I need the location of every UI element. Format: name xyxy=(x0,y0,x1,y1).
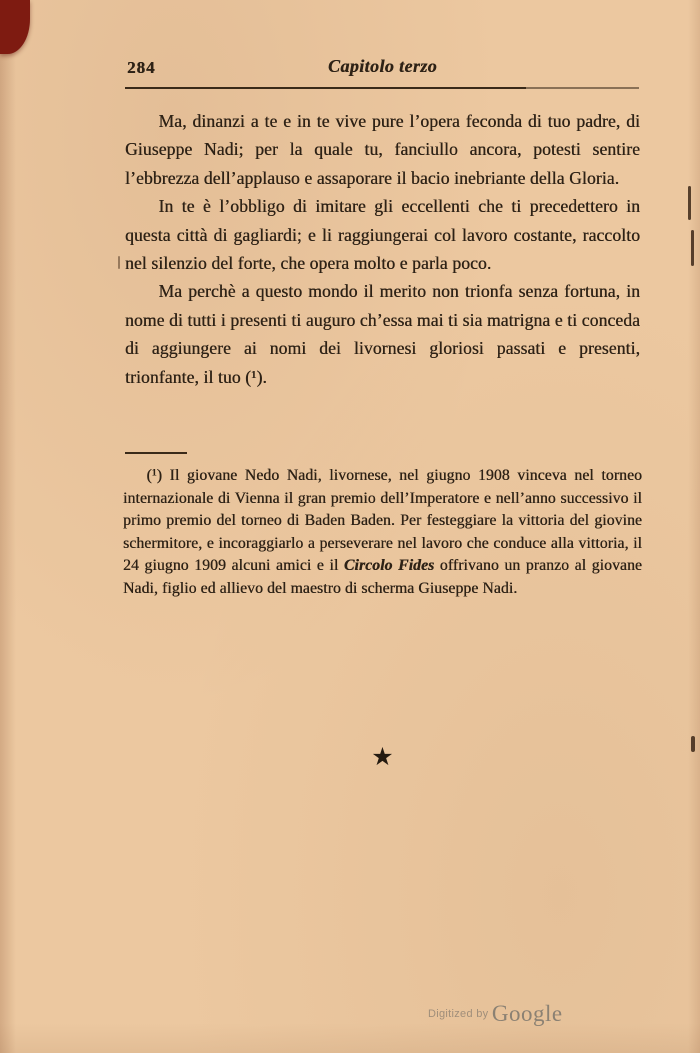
google-watermark xyxy=(428,1001,563,1027)
body-paragraph: Ma, dinanzi a te e in te vive pure l’opera feconda di tuo padre, di Giuseppe Nadi; per la quale tu, fanciullo ancora, potesti sentire l’ebbrezza dell’applauso e assaporare il bacio inebriante della Gloria. xyxy=(125,111,640,188)
footnote-paragraph xyxy=(123,465,642,601)
body-paragraph: Ma perchè a questo mondo il merito non trionfa senza fortuna, in nome di tutti i presenti ti auguro ch’essa mai ti sia matrigna e ti conceda di aggiungere ai nomi dei livornesi gloriosi passati e presenti, trionfante, il tuo (¹). xyxy=(125,281,640,387)
binding-corner-stain xyxy=(0,0,30,54)
digitized-by-label: Digitized by xyxy=(428,1008,492,1020)
page-edge-mark xyxy=(688,186,691,220)
page-edge-mark xyxy=(691,230,694,266)
footnote-text-part1: (¹) Il giovane Nedo Nadi, livornese, nel giugno 1908 vinceva nel torneo internazionale di Vienna il gran premio dell’Imperatore e nell’anno successivo il primo premio del torneo di Baden Baden. Per festeggiare la vittoria del giovine schermitore, e incoraggiarlo a perseverare nel lavoro che conduce alla vittoria, il 24 giugno 1909 alcuni amici e il xyxy=(123,467,642,575)
header-rule xyxy=(125,87,639,89)
star-icon: ★ xyxy=(371,744,394,771)
page-edge-mark xyxy=(691,736,695,752)
google-logo: Google xyxy=(491,1001,563,1026)
star-ornament-row xyxy=(125,742,640,772)
footnote xyxy=(123,465,642,601)
footnote-separator-rule xyxy=(125,452,187,454)
page-header xyxy=(125,56,640,82)
margin-speck xyxy=(118,256,120,269)
body-paragraph: In te è l’obbligo di imitare gli eccellenti che ti precedettero in questa città di gagliardi; e li raggiungerai col lavoro costante, raccolto nel silenzio del forte, che opera molto e parla poco. xyxy=(125,196,640,274)
footnote-italic-circolo-fides: Circolo Fides xyxy=(343,557,435,575)
body-text xyxy=(125,107,640,391)
footnote-text-part2: offrivano un pranzo al giovane Nadi, figlio ed allievo del maestro di scherma Giuseppe Nadi. xyxy=(123,557,642,597)
chapter-title: Capitolo terzo xyxy=(327,56,438,76)
page-number: 284 xyxy=(127,58,156,77)
